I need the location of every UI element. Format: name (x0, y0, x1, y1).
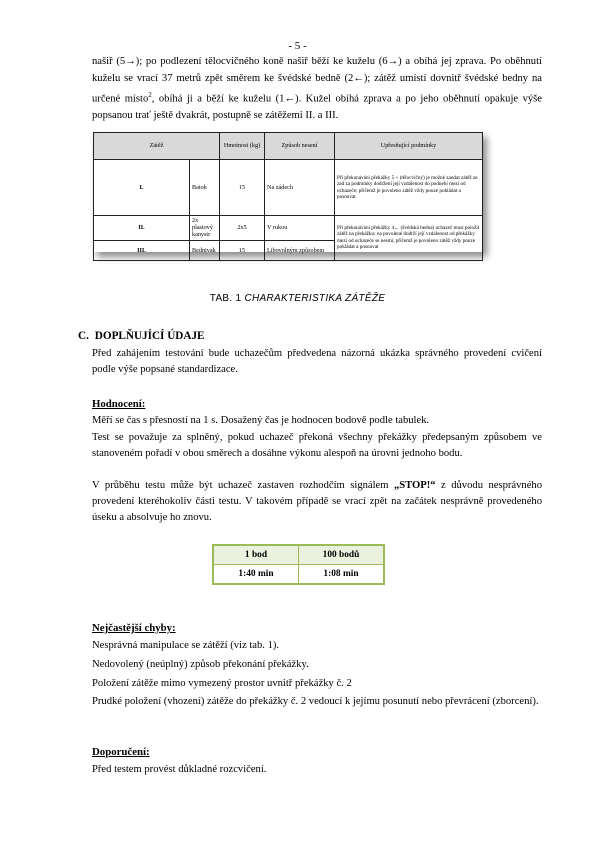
load-table-header (94, 133, 483, 160)
row-weight: 2x5 (220, 216, 265, 241)
col-header-mode: Způsob nesení (265, 133, 335, 160)
score-header-1: 1 bod (213, 545, 299, 565)
caption-label: TAB. 1 (209, 293, 245, 304)
table-caption (0, 293, 595, 304)
load-table (93, 132, 483, 261)
intro-text-cont: , obíhá ji a běží ke kuželu (1←). Kužel obíhá zprava a po jeho oběhnutí opakuje výše popsanou trať ještě dvakrát, postupně se zátěžemi II. a III. (92, 93, 542, 122)
errors-heading: Nejčastější chyby: (92, 622, 176, 634)
row-conditions: Při překonávání překážky 4← (švédská bedna) uchazeč musí položit zátěž na překážku; na povolené dodrží její vzdálenost od překážky mezi od uchazeče se nesmí, přičemž je povoleno zátěž vždy pouze pokládat a posouvat (335, 216, 483, 261)
recommendation-text: Před testem provést důkladné rozcvičení. (92, 764, 267, 775)
recommendation-heading: Doporučení: (92, 746, 150, 758)
stop-signal: „STOP!“ (393, 480, 436, 491)
score-value-1: 1:40 min (213, 565, 299, 585)
score-table (212, 544, 385, 585)
list-item: Nesprávná manipulace se zátěží (viz tab. 1). (92, 640, 280, 651)
row-conditions: Při překonávání překážky 5 + (tělocvičný) je možné zandat zátěž ze zad za podmínky dodržení její vzdálenost do podnebí mezi od uchazeče; přičemž je povoleno zátěž vždy pouze pokládat a posouvat (335, 160, 483, 216)
list-item: Prudké položení (vhození) zátěže do překážky č. 2 vedoucí k jejímu posunutí nebo převrácení (zborcení). (92, 696, 539, 707)
score-header-row (213, 545, 384, 565)
row-name: Bednivak (190, 240, 220, 260)
score-header-100: 100 bodů (299, 545, 385, 565)
evaluation-p3-text: V průběhu testu může být uchazeč zastaven rozhodčím signálem (92, 480, 394, 491)
row-num: II. (94, 216, 190, 241)
evaluation-p1: Měří se čas s přesností na 1 s. Dosažený čas je hodnocen bodově podle tabulek. (92, 415, 430, 426)
row-num: I. (94, 160, 190, 216)
row-weight: 15 (220, 240, 265, 260)
section-letter: C. (78, 330, 89, 342)
evaluation-p3 (92, 478, 542, 527)
score-value-row (213, 565, 384, 585)
page-number: - 5 - (288, 40, 307, 52)
section-text: Před zahájením testování bude uchazečům předvedena názorná ukázka správného provedení cvičení podle výše popsané standardizace. (92, 348, 542, 376)
table-row (94, 216, 483, 241)
row-mode: V rukou (265, 216, 335, 241)
row-mode: Na zádech (265, 160, 335, 216)
footnote-ref: 2 (148, 91, 152, 100)
col-header-conditions: Upřesňující podmínky (335, 133, 483, 160)
row-name: 2x plastový kanystr (190, 216, 220, 241)
score-value-100: 1:08 min (299, 565, 385, 585)
section-title: DOPLŇUJÍCÍ ÚDAJE (94, 330, 205, 342)
intro-text: našiř (5→); po podlezení tělocvičného koně našiř běží ke kuželu (6→) a obíhá jej zprava. Po oběhnutí kuželu se vrací 37 metrů zpět směrem ke švédské bedně (2←); zátěž umístí dovnitř švédské bedny na určené místo (92, 56, 542, 105)
load-table-figure (93, 132, 483, 252)
row-mode: Libovolným způsobem (265, 240, 335, 260)
col-header-load: Zátěž (94, 133, 220, 160)
row-num: III. (94, 240, 190, 260)
intro-paragraph (92, 54, 542, 125)
caption-title: CHARAKTERISTIKA ZÁTĚŽE (244, 293, 386, 304)
row-weight: 15 (220, 160, 265, 216)
section-heading (78, 330, 205, 342)
table-row (94, 160, 483, 216)
evaluation-p2: Test se považuje za splněný, pokud uchazeč překoná všechny překážky předepsaným způsobem ve stanoveném pořadí v obou směrech a dosáhne výkonu alespoň na úrovni jednoho bodu. (92, 432, 542, 460)
evaluation-p3-text-cont: z důvodu nesprávného provedení kteréhokoliv části testu. V takovém případě se vrací zpět na začátek nesprávně provedeného úseku a absolvuje ho znovu. (92, 480, 542, 524)
row-name: Batoh (190, 160, 220, 216)
list-item: Nedovolený (neúplný) způsob překonání překážky. (92, 659, 309, 670)
col-header-weight: Hmotnost (kg) (220, 133, 265, 160)
evaluation-heading: Hodnocení: (92, 398, 146, 410)
list-item: Položení zátěže mimo vymezený prostor uvnitř překážky č. 2 (92, 678, 352, 689)
